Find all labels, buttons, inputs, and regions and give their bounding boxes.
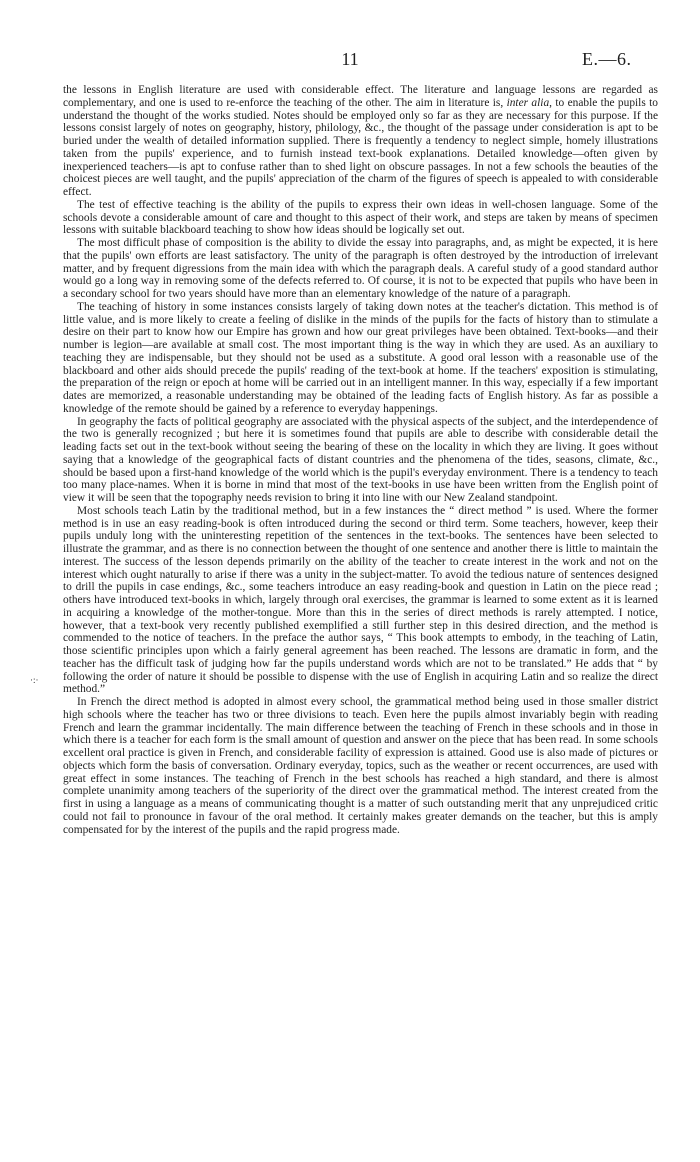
document-reference: E.—6. xyxy=(582,49,632,69)
paragraph-geography: In geography the facts of political geography are associated with the physical aspects of the subject, and the interdependence of the two is generally recognized ; but here it is sometimes found that pupils are able to describe with considerable detail the leading facts set out in the text-book without seeing the bearing of these on the locality in which they are living. It goes without saying that a knowledge of the geographical facts of distant countries and the phenomena of the tides, seasons, climate, &c., should be based upon a first-hand knowledge of the world which is the pupil's everyday environment. There is a tendency to teach too many place-names. When it is borne in mind that most of the text-books in use have been written from the English point of view it will be seen that the topography needs revision to bring it into line with our New Zealand standpoint. xyxy=(63,415,658,504)
paragraph-effective-teaching: The test of effective teaching is the ability of the pupils to express their own ideas in well-chosen language. Some of the schools devote a considerable amount of care and thought to this aspect of their work, and steps are taken by means of specimen lessons with suitable blackboard teaching to show how ideas should be logically set out. xyxy=(63,198,658,237)
page-number: 11 xyxy=(341,49,359,69)
italic-phrase: inter alia xyxy=(506,96,550,109)
margin-mark: ·:· xyxy=(30,675,39,685)
paragraph-french: In French the direct method is adopted in almost every school, the grammatical method being used in those smaller district high schools where the teacher has two or three divisions to teach. Even here the pupils almost invariably begin with reading French and learn the grammar incidentally. The main difference between the teaching of French in these schools and in those in which there is a teacher for each form is the small amount of question and answer on the piece that has been read. In some schools excellent oral practice is given in French, and considerable facility of expression is attained. Good use is also made of pictures or objects which form the basis of conversation. Ordinary everyday, topics, such as the weather or recent occurrences, are used with great effect in some instances. The teaching of French in the best schools has reached a high standard, and there is almost complete unanimity among teachers of the superiority of the direct over the grammatical method. The interest created from the first in using a language as a means of communicating thought is a matter of such outstanding merit that any unprejudiced critic could not fail to pronounce in favour of the oral method. It certainly makes greater demands on the teacher, but this is amply compensated for by the interest of the pupils and the rapid progress made. xyxy=(63,696,658,836)
paragraph-text-continued: , to enable the pupils to understand the thought of the works studied. Notes should be employed only so far as they are necessary for this purpose. If the lessons consist largely of notes on geography, history, philology, &c., the thought of the passage under consideration is apt to be buried under the wealth of detailed information supplied. There is frequently a tendency to neglect simple, homely illustrations taken from the pupils' experience, and to furnish instead text-book explanations. Detailed knowledge—often given by inexperienced teachers—is apt to confuse rather than to shed light on obscure passages. In not a few schools the beauties of the choicest pieces are well taught, and the pupils' appreciation of the charm of the figures of speech is appealed to with considerable effect. xyxy=(63,96,658,198)
paragraph-latin: Most schools teach Latin by the traditional method, but in a few instances the “ direct method ” is used. Where the former method is in use an easy reading-book is often introduced during the second or third term. Some teachers, however, keep their pupils unduly long with the uninteresting repetition of the sentences in the text-books. The sentences have been selected to illustrate the grammar, and as there is no connection between the thought of one sentence and another there is little to maintain the interest. The success of the lesson depends primarily on the ability of the teacher to create interest in the work and not on the interest which ought naturally to arise if there was a unity in the subject-matter. To avoid the tedious nature of sentences designed to drill the pupils in case endings, &c., some teachers introduce an easy reading-book and question in Latin on the piece read ; others have introduced text-books in which, largely through oral exercises, the grammar is learned to some extent as it is learned in acquiring a knowledge of the mother-tongue. More than this in the series of direct methods is rarely attempted. I notice, however, that a text-book very recently published exemplified a still further step in this desired direction, and the method is commended to the notice of teachers. In the preface the author says, “ This book attempts to embody, in the teaching of Latin, those scientific principles upon which a fairly general agreement has been reached. The lessons are dramatic in form, and the teacher has the difficult task of judging how far the pupils understand words which are not to be translated.” He adds that “ by following the order of nature it should be possible to dispense with the use of English in acquiring Latin and so realize the direct method.” xyxy=(63,504,658,696)
paragraph-composition: The most difficult phase of composition is the ability to divide the essay into paragraphs, and, as might be expected, it is here that the pupils' own efforts are least satisfactory. The unity of the paragraph is often destroyed by the introduction of irrelevant matter, and by frequent digressions from the main idea with which the paragraph deals. A careful study of a good standard author would go a long way in removing some of the defects referred to. Of course, it is not to be expected that pupils who have been in a secondary school for two years should have more than an elementary knowledge of the nature of a paragraph. xyxy=(63,237,658,300)
paragraph-history: The teaching of history in some instances consists largely of taking down notes at the teacher's dictation. This method is of little value, and is more likely to create a feeling of dislike in the minds of the pupils for the facts of history than to stimulate a desire on their part to know how our Empire has grown and how our great privileges have been obtained. Text-books—and their number is legion—are available at small cost. The most important thing is the way in which they are used. As an auxiliary to teaching they are indispensable, but they should not be used as a substitute. A good oral lesson with a reasonable use of the blackboard and other aids should precede the pupils' reading of the text-book at home. If the teachers' exposition is stimulating, the preparation of the reign or epoch at home will be carried out in an intelligent manner. In this way, especially if a few important dates are memorized, a reasonable understanding may be obtained of the leading facts of English history. As far as possible a knowledge of the remote should be gained by a reference to everyday happenings. xyxy=(63,300,658,415)
paragraph-literature xyxy=(63,84,658,199)
paragraph-text: the lessons in English literature are used with considerable effect. The literature and language lessons are regarded as complementary, and one is used to re-enforce the teaching of the other. The aim in literature is, xyxy=(63,84,658,109)
body-text xyxy=(63,84,658,836)
page-header xyxy=(0,48,700,76)
